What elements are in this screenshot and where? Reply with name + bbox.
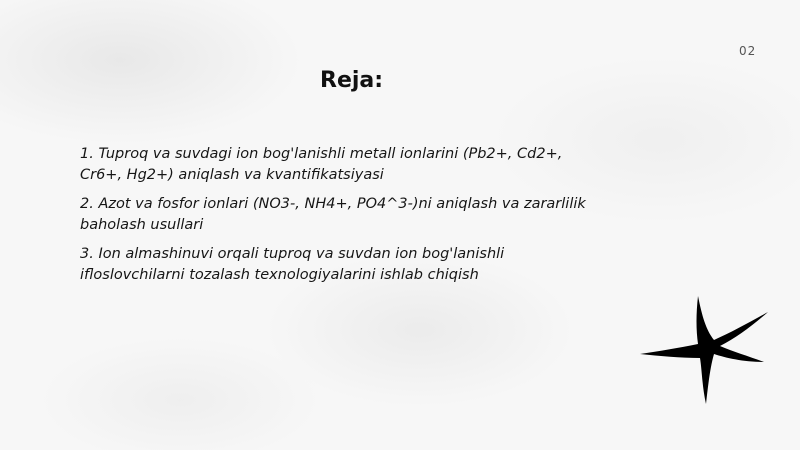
four-point-star-icon — [636, 296, 772, 408]
plan-list — [80, 144, 600, 294]
plan-item-1: 1. Tuproq va suvdagi ion bog'lanishli metall ionlarini (Pb2+, Cd2+, Cr6+, Hg2+) aniqlash va kvantifikatsiyasi — [80, 146, 563, 183]
slide-title: Reja: — [320, 68, 384, 93]
plan-item-2: 2. Azot va fosfor ionlari (NO3-, NH4+, PO4^3-)ni aniqlash va zararlilik baholash usullari — [80, 196, 586, 233]
plan-item-3: 3. Ion almashinuvi orqali tuproq va suvdan ion bog'lanishli ifloslovchilarni tozalash texnologiyalarini ishlab chiqish — [80, 246, 505, 283]
page-number: 02 — [739, 44, 757, 58]
